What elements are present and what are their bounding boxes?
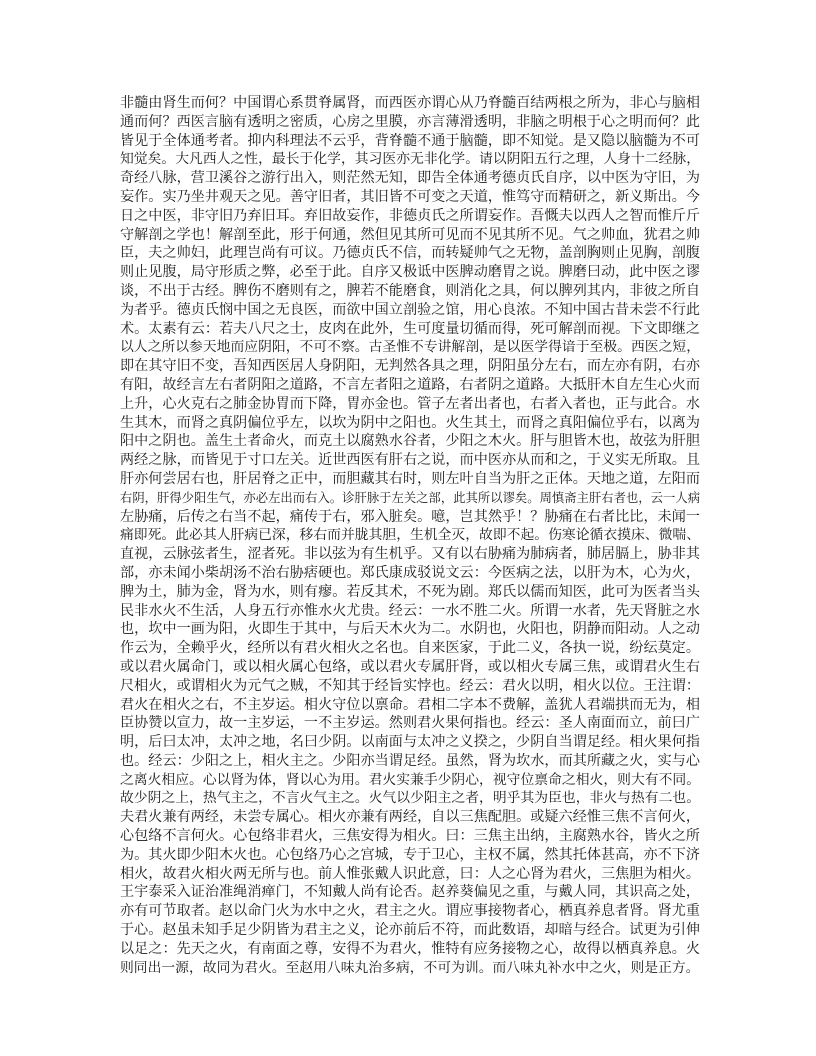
text-line: 两经之脉，而皆见于寸口左关。近世西医有肝右之说，而中医亦从而和之，于义实无所取。且 xyxy=(120,452,700,469)
text-line: 臣协赞以宣力，故一主岁运，一不主岁运。然则君火果何指也。经云：圣人南面而立，前曰广 xyxy=(120,715,700,732)
text-line: 相火，故君火相火两无所与也。前人惟张戴人识此意，曰：人之心肾为君火，三焦胆为相火。 xyxy=(120,865,700,882)
text-line: 妄作。实乃坐井观天之见。善守旧者，其旧皆不可变之天道，惟笃守而精研之，新义斯出。今 xyxy=(120,188,700,205)
text-line: 心包络不言何火。心包络非君火，三焦安得为相火。曰：三焦主出纳，主腐熟水谷，皆火之所 xyxy=(120,828,700,845)
text-line: 有阳，故经言左右者阴阳之道路，不言左者阳之道路，右者阴之道路。大抵肝木自左生心火而 xyxy=(120,376,700,393)
text-line: 民非水火不生活，人身五行亦惟水火尤贵。经云：一水不胜二火。所谓一水者，先天肾脏之水 xyxy=(120,602,700,619)
text-line: 为者乎。德贞氏悯中国之无良医，而欲中国立剖验之馆，用心良浓。不知中国古昔未尝不行此 xyxy=(120,301,700,318)
text-line: 生其木，而肾之真阴偏位乎左，以坎为阴中之阳也。火生其土，而肾之真阳偏位乎右，以离为 xyxy=(120,414,700,431)
text-line: 阳中之阴也。盖生土者命火，而克土以腐熟水谷者，少阳之木火。肝与胆皆木也，故弦为肝胆 xyxy=(120,433,700,450)
text-line: 肝亦何尝居右也，肝居脊之正中，而胆藏其右时，则左叶自当为肝之正体。天地之道，左阳而 xyxy=(120,470,700,487)
text-line: 皆见于全体通考者。抑内科理法不云乎，背脊髓不通于脑髓，即不知觉。是又隐以脑髓为不可 xyxy=(120,132,700,149)
text-line: 也，坎中一画为阳，火即生于其中，与后天木火为二。水阴也，火阳也，阴静而阳动。人之动 xyxy=(120,621,700,638)
text-line: 于心。赵虽未知手足少阴皆为君主之义，论亦前后不符，而此数语，却暗与经合。试更为引伸 xyxy=(120,922,700,939)
text-line: 以人之所以参天地而应阴阳，不可不察。古圣惟不专讲解剖，是以医学得谙于至极。西医之短， xyxy=(120,339,700,356)
text-line: 部，亦未闻小柴胡汤不治右胁痞硬也。郑氏康成驳说文云：今医病之法，以肝为木，心为火， xyxy=(120,564,700,581)
text-line: 臣，夫之帅妇，此理岂尚有可议。乃德贞氏不信，而转疑帅气之无物，盖剖胸则止见胸，剖腹 xyxy=(120,245,700,262)
text-line: 非髓由肾生而何？中国谓心系贯脊属肾，而西医亦谓心从乃脊髓百结两根之所为，非心与脑相 xyxy=(120,95,700,111)
text-line: 日之中医，非守旧乃弃旧耳。弃旧故妄作，非德贞氏之所谓妄作。吾慨夫以西人之智而惟斤斤 xyxy=(120,207,700,224)
text-line: 君火在相火之右，不主岁运。相火守位以禀命。君相二字本不费解，盖犹人君端拱而无为，相 xyxy=(120,696,700,713)
text-line: 痛即死。此必其人肝病已深，移右而并胧其胆，生机全灭，故即不起。伤寒论循衣摸床、微喘、 xyxy=(120,527,700,544)
text-line: 谈，不出于古经。脾伤不磨则有之，脾若不能磨食，则消化之具，何以脾列其内，非彼之所自 xyxy=(120,282,700,299)
text-line: 亦有可节取者。赵以命门火为水中之火，君主之火。谓应事接物者心，栖真养息者肾。肾尤重 xyxy=(120,903,700,920)
text-line: 左胁痛，后传之右当不起，痛传于右，邪入脏矣。噫，岂其然乎！？胁痛在右者比比，未闻一 xyxy=(120,508,700,525)
text-line: 右阴，肝得少阳生气，亦必左出而右入。诊肝脉于左关之部，此其所以谬矣。周慎斋主肝右者也，云一人病 xyxy=(120,490,700,505)
text-line: 故少阴之上，热气主之，不言火气主之。火气以少阳主之者，明乎其为臣也，非火与热有二也。 xyxy=(120,790,700,807)
text-line: 作云为，全赖乎火，经所以有君火相火之名也。自来医家，于此二义，各执一说，纷纭莫定。 xyxy=(120,640,700,657)
text-line: 也。经云：少阳之上，相火主之。少阳亦当谓足经。虽然，肾为坎水，而其所藏之火，实与心 xyxy=(120,752,700,769)
text-line: 明，后曰太冲，太冲之地，名曰少阴。以南面与太冲之义揆之，少阴自当谓足经。相火果何指 xyxy=(120,734,700,751)
text-line: 即在其守旧不变，吾知西医居人身阴阳，无判然各具之理，阴阳虽分左右，而左亦有阴，右亦 xyxy=(120,358,700,375)
text-line: 则止见腹，局守形质之弊，必至于此。自序又极诋中医脾动磨胃之说。脾磨曰动，此中医之谬 xyxy=(120,264,700,281)
body-text xyxy=(120,94,700,977)
text-line: 奇经八脉，营卫溪谷之游行出入，则茫然无知，即告全体通考德贞氏自序，以中医为守旧，为 xyxy=(120,170,700,187)
text-line: 之离火相应。心以肾为体，肾以心为用。君火实兼手少阴心，视守位禀命之相火，则大有不同。 xyxy=(120,771,700,788)
text-line: 以足之：先天之火，有南面之尊，安得不为君火，惟特有应务接物之心，故得以栖真养息。火 xyxy=(120,940,700,957)
text-line: 或以君火属命门，或以相火属心包络，或以君火专属肝肾，或以相火专属三焦，或谓君火生右 xyxy=(120,658,700,675)
text-line: 守解剖之学也！解剖至此，形于何通，然但见其所可见而不见其所不见。气之帅血，犹君之帅 xyxy=(120,226,700,243)
text-line: 王宇泰采入证治准绳消瘅门，不知戴人尚有论否。赵养葵偏见之重，与戴人同，其识高之处， xyxy=(120,884,700,901)
text-line: 脾为土，肺为金，肾为水，则有瘳。若反其术，不死为剧。郑氏以儒而知医，此可为医者当头 xyxy=(120,583,700,600)
text-line: 则同出一源，故同为君火。至赵用八味丸治多病，不可为训。而八味丸补水中之火，则是正方。 xyxy=(120,959,700,976)
text-line: 夫君火兼有两经，未尝专属心。相火亦兼有两经，自以三焦配胆。或疑六经惟三焦不言何火， xyxy=(120,809,700,826)
text-line: 上升，心火克右之肺金协胃而下降，胃亦金也。管子左者出者也，右者入者也，正与此合。水 xyxy=(120,395,700,412)
text-line: 通而何？西医言脑有透明之密质，心房之里膜，亦言薄滑透明，非脑之明根于心之明而何？此 xyxy=(120,113,700,130)
text-line: 尺相火，或谓相火为元气之贼，不知其于经旨实悖也。经云：君火以明，相火以位。王注谓： xyxy=(120,677,700,694)
text-line: 为。其火即少阳木火也。心包络乃心之宫城，专于卫心，主权不属，然其托体甚高，亦不下济 xyxy=(120,846,700,863)
text-line: 直视，云脉弦者生，涩者死。非以弦为有生机乎。又有以右胁痛为肺病者，肺居膈上，胁非其 xyxy=(120,546,700,563)
text-line: 知觉矣。大凡西人之性，最长于化学，其习医亦无非化学。请以阴阳五行之理，人身十二经脉， xyxy=(120,151,700,168)
text-line: 术。太素有云：若夫八尺之士，皮肉在此外，生可度量切循而得，死可解剖而视。下文即继之 xyxy=(120,320,700,337)
